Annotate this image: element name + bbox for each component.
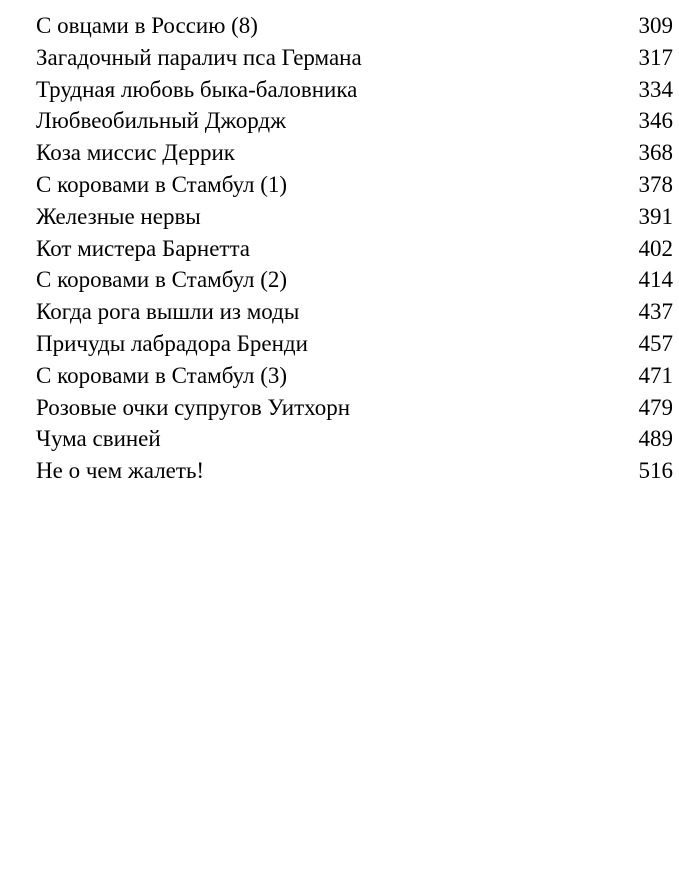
toc-entry[interactable]	[36, 264, 673, 296]
toc-entry-page: 317	[638, 44, 673, 70]
toc-entry-page: 457	[638, 330, 673, 356]
toc-entry[interactable]	[36, 169, 673, 201]
toc-entry-title: Кот мистера Барнетта	[36, 235, 251, 261]
toc-entry[interactable]	[36, 42, 673, 74]
toc-entry[interactable]	[36, 392, 673, 424]
toc-entry-page: 471	[638, 362, 673, 388]
toc-entry[interactable]	[36, 455, 673, 487]
toc-entry-page: 391	[638, 203, 673, 229]
toc-entry-page: 414	[638, 267, 673, 293]
toc-entry[interactable]	[36, 137, 673, 169]
toc-entry-title: Причуды лабрадора Бренди	[36, 330, 308, 356]
toc-entry-page: 378	[638, 171, 673, 197]
toc-entry-page: 334	[638, 76, 673, 102]
toc-entry-title: Загадочный паралич пса Германа	[36, 44, 362, 70]
toc-entry-title: С коровами в Стамбул (2)	[36, 267, 288, 293]
toc-entry-title: Розовые очки супругов Уитхорн	[36, 394, 351, 420]
toc-entry[interactable]	[36, 296, 673, 328]
toc-entry[interactable]	[36, 201, 673, 233]
toc-entry-title: Чума свиней	[36, 426, 161, 452]
toc-entry-title: С коровами в Стамбул (1)	[36, 171, 288, 197]
toc-entry-title: Трудная любовь быка-баловника	[36, 76, 358, 102]
toc-entry-title: Коза миссис Деррик	[36, 140, 235, 166]
toc-entry-page: 309	[638, 13, 673, 38]
toc-entry[interactable]	[36, 423, 673, 455]
toc-entry-title: Железные нервы	[36, 203, 201, 229]
toc-entry[interactable]	[36, 360, 673, 392]
toc-entry[interactable]	[36, 10, 673, 42]
toc-entry-page: 402	[638, 235, 673, 261]
toc-entry-page: 346	[638, 108, 673, 134]
toc-entry-page: 489	[638, 426, 673, 452]
toc-entry-title: Когда рога вышли из моды	[36, 299, 300, 325]
toc-entry-page: 516	[638, 458, 673, 484]
toc-entry-title: Любвеобильный Джордж	[36, 108, 287, 134]
toc-entry-title: Не о чем жалеть!	[36, 458, 205, 484]
toc-entry[interactable]	[36, 105, 673, 137]
toc-entry-title: С коровами в Стамбул (3)	[36, 362, 288, 388]
toc-entry[interactable]	[36, 233, 673, 265]
toc-entry-page: 368	[638, 140, 673, 166]
table-of-contents	[36, 10, 673, 487]
toc-entry[interactable]	[36, 74, 673, 106]
toc-entry-page: 479	[638, 394, 673, 420]
toc-entry-title: С овцами в Россию (8)	[36, 13, 258, 38]
toc-entry[interactable]	[36, 328, 673, 360]
toc-entry-page: 437	[638, 299, 673, 325]
